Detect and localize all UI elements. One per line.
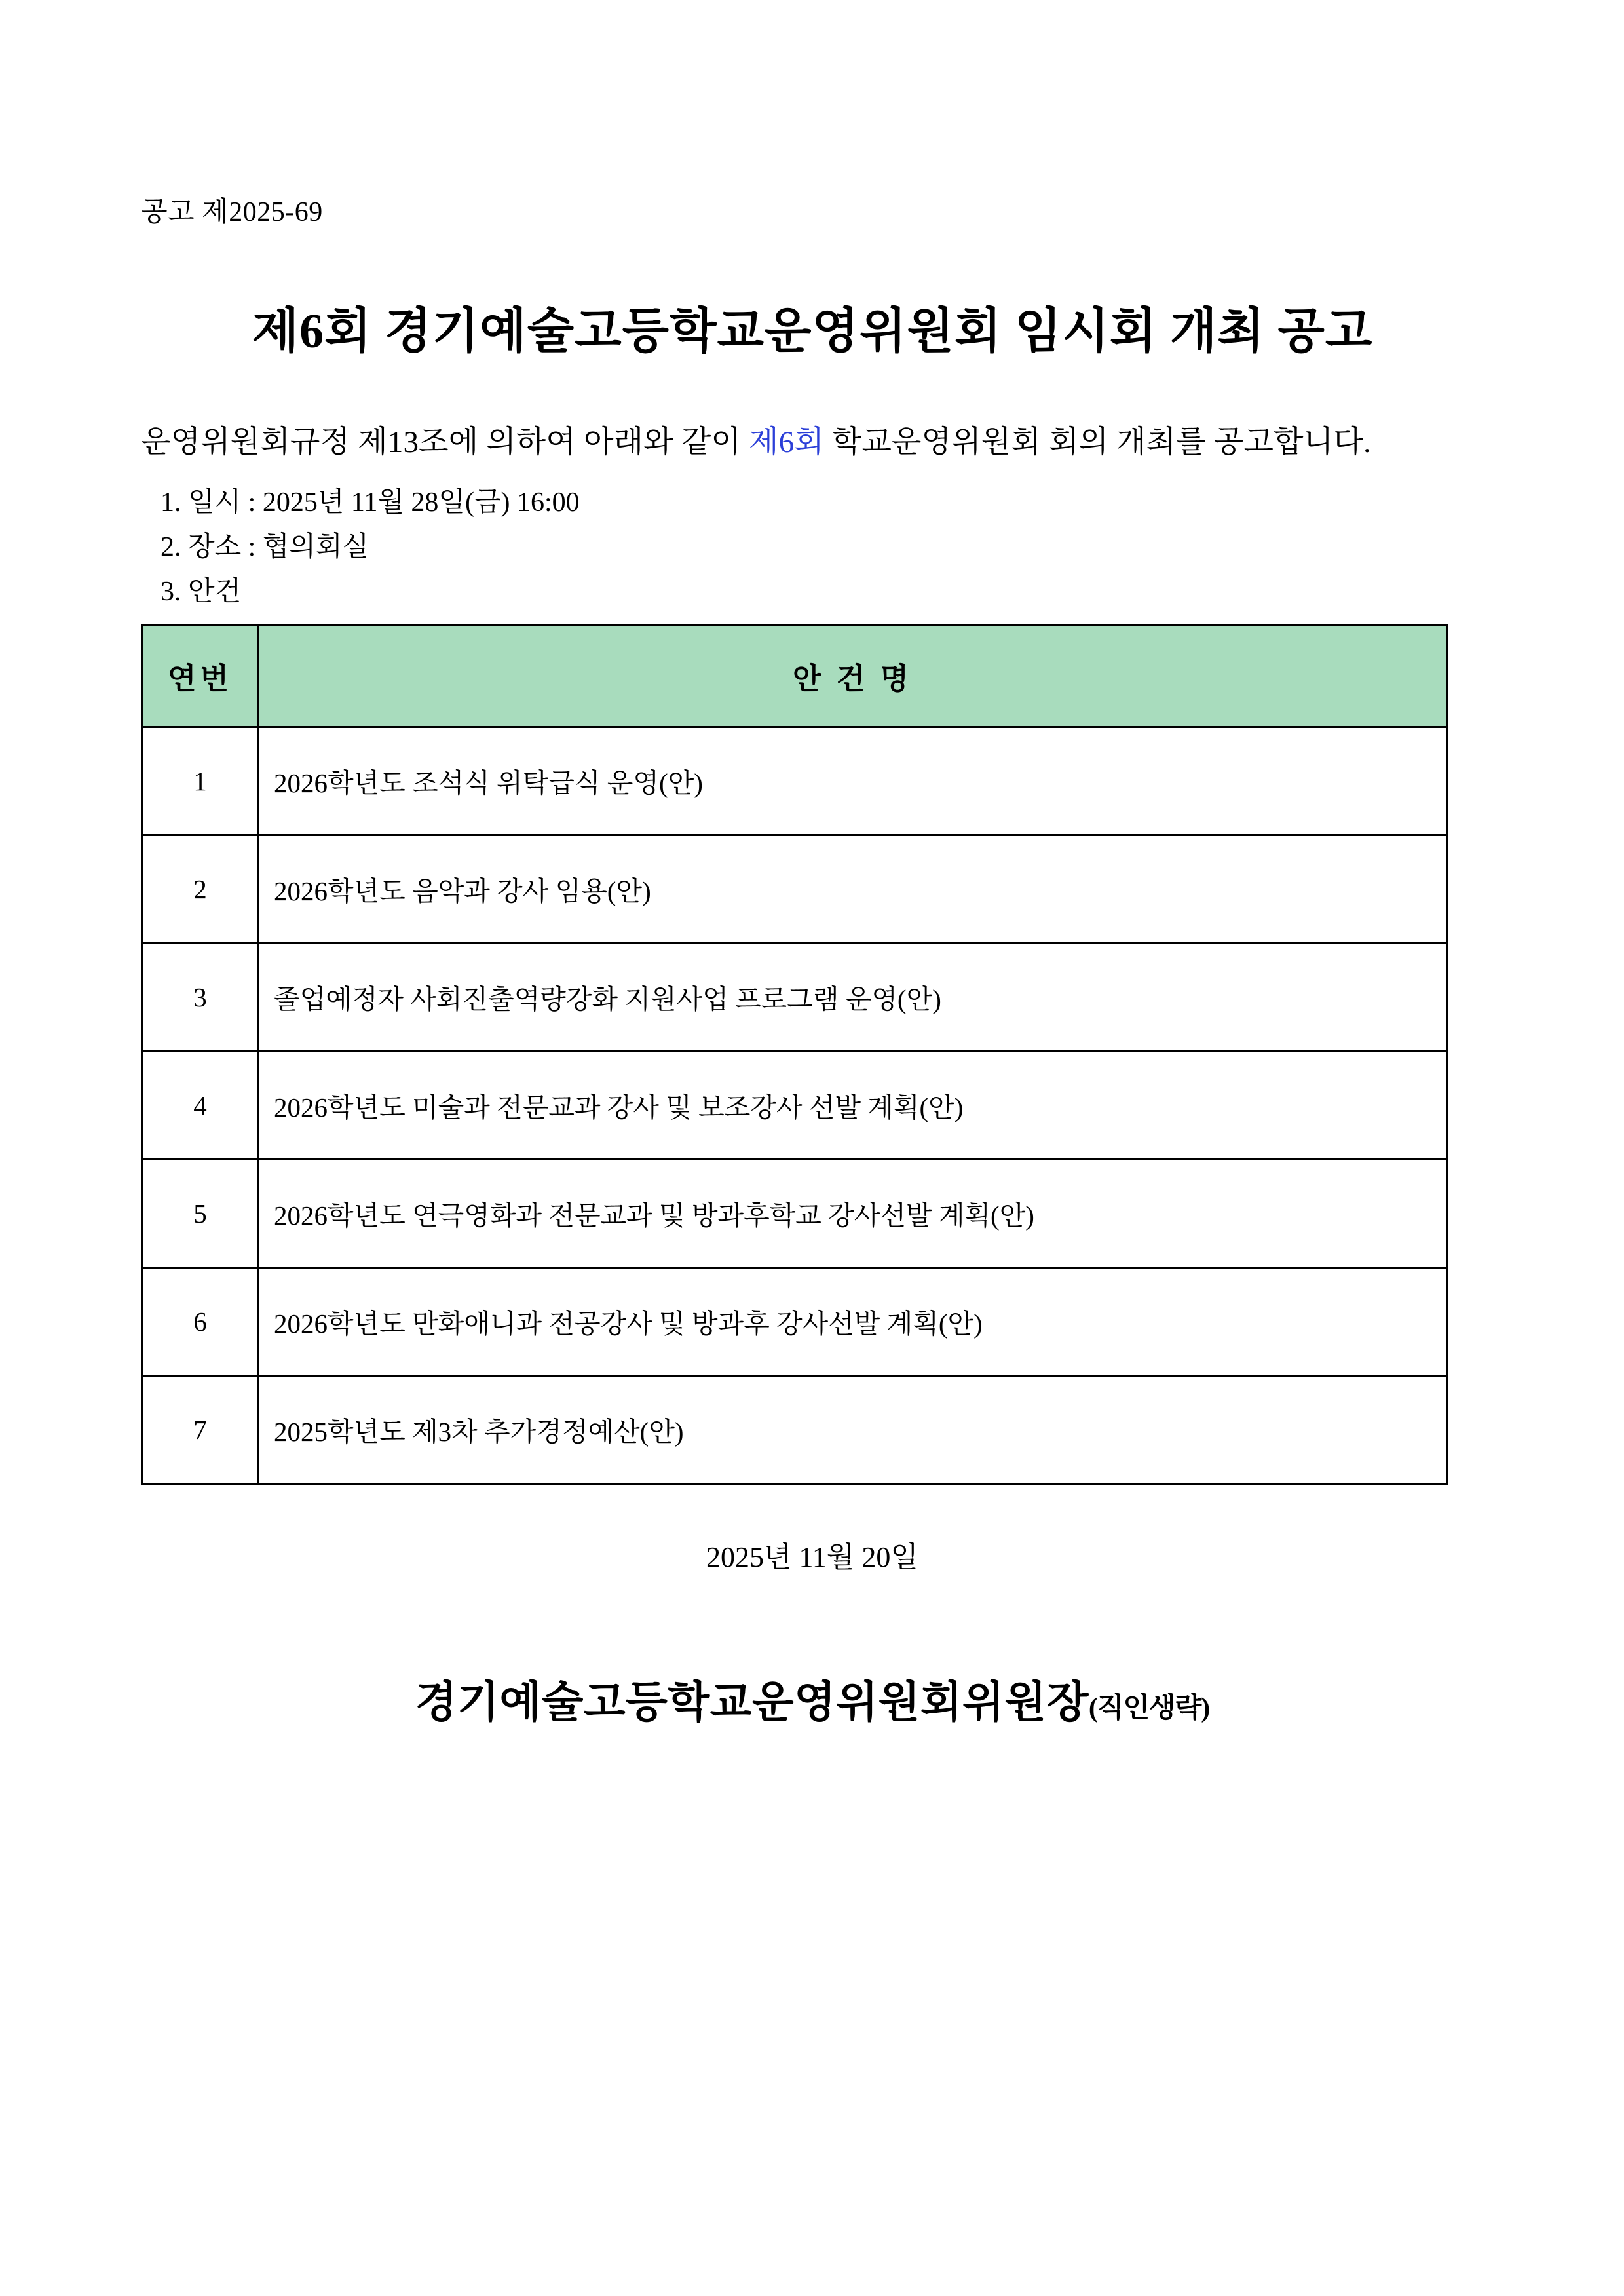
intro-highlight-session: 제6회 [749,425,824,459]
column-header-no: 연번 [142,625,259,727]
signature-seal-note: (직인생략) [1088,1693,1210,1723]
table-row [142,1051,1447,1159]
intro-text-second: 학교운영위원회 회의 개최를 공고합니다. [823,425,1371,459]
cell-no: 2 [142,835,259,943]
agenda-table [141,624,1448,1485]
cell-no: 5 [142,1159,259,1267]
table-row [142,835,1447,943]
cell-no: 3 [142,943,259,1051]
document-body [141,0,1484,1729]
cell-title: 2025학년도 제3차 추가경정예산(안) [259,1375,1447,1483]
cell-title: 2026학년도 미술과 전문교과 강사 및 보조강사 선발 계획(안) [259,1051,1447,1159]
cell-title: 졸업예정자 사회진출역량강화 지원사업 프로그램 운영(안) [259,943,1447,1051]
signature-authority: 경기예술고등학교운영위원회위원장 [415,1678,1089,1727]
cell-no: 6 [142,1267,259,1375]
page-title: 제6회 경기예술고등학교운영위원회 임시회 개최 공고 [252,305,1373,358]
table-row [142,1159,1447,1267]
cell-title: 2026학년도 만화애니과 전공강사 및 방과후 강사선발 계획(안) [259,1267,1447,1375]
cell-title: 2026학년도 연극영화과 전문교과 및 방과후학교 강사선발 계획(안) [259,1159,1447,1267]
signature-line [141,1667,1484,1729]
list-item: 1. 일시 : 2025년 11월 28일(금) 16:00 [161,487,580,518]
document-number: 공고 제2025-69 [141,197,323,227]
issue-date: 2025년 11월 20일 [706,1540,918,1573]
cell-title: 2026학년도 음악과 강사 임용(안) [259,835,1447,943]
cell-title: 2026학년도 조석식 위탁급식 운영(안) [259,727,1447,835]
table-header-row [142,625,1447,727]
list-item: 2. 장소 : 협의회실 [161,531,369,562]
cell-no: 7 [142,1375,259,1483]
table-row [142,727,1447,835]
table-row [142,1267,1447,1375]
list-item: 3. 안건 [161,576,242,607]
cell-no: 4 [142,1051,259,1159]
column-header-title: 안 건 명 [259,625,1447,727]
table-row [142,943,1447,1051]
intro-text-first: 운영위원회규정 제13조에 의하여 아래와 같이 [141,425,749,459]
intro-paragraph [141,419,1484,466]
notice-item-list [141,480,1484,614]
table-row [142,1375,1447,1483]
cell-no: 1 [142,727,259,835]
